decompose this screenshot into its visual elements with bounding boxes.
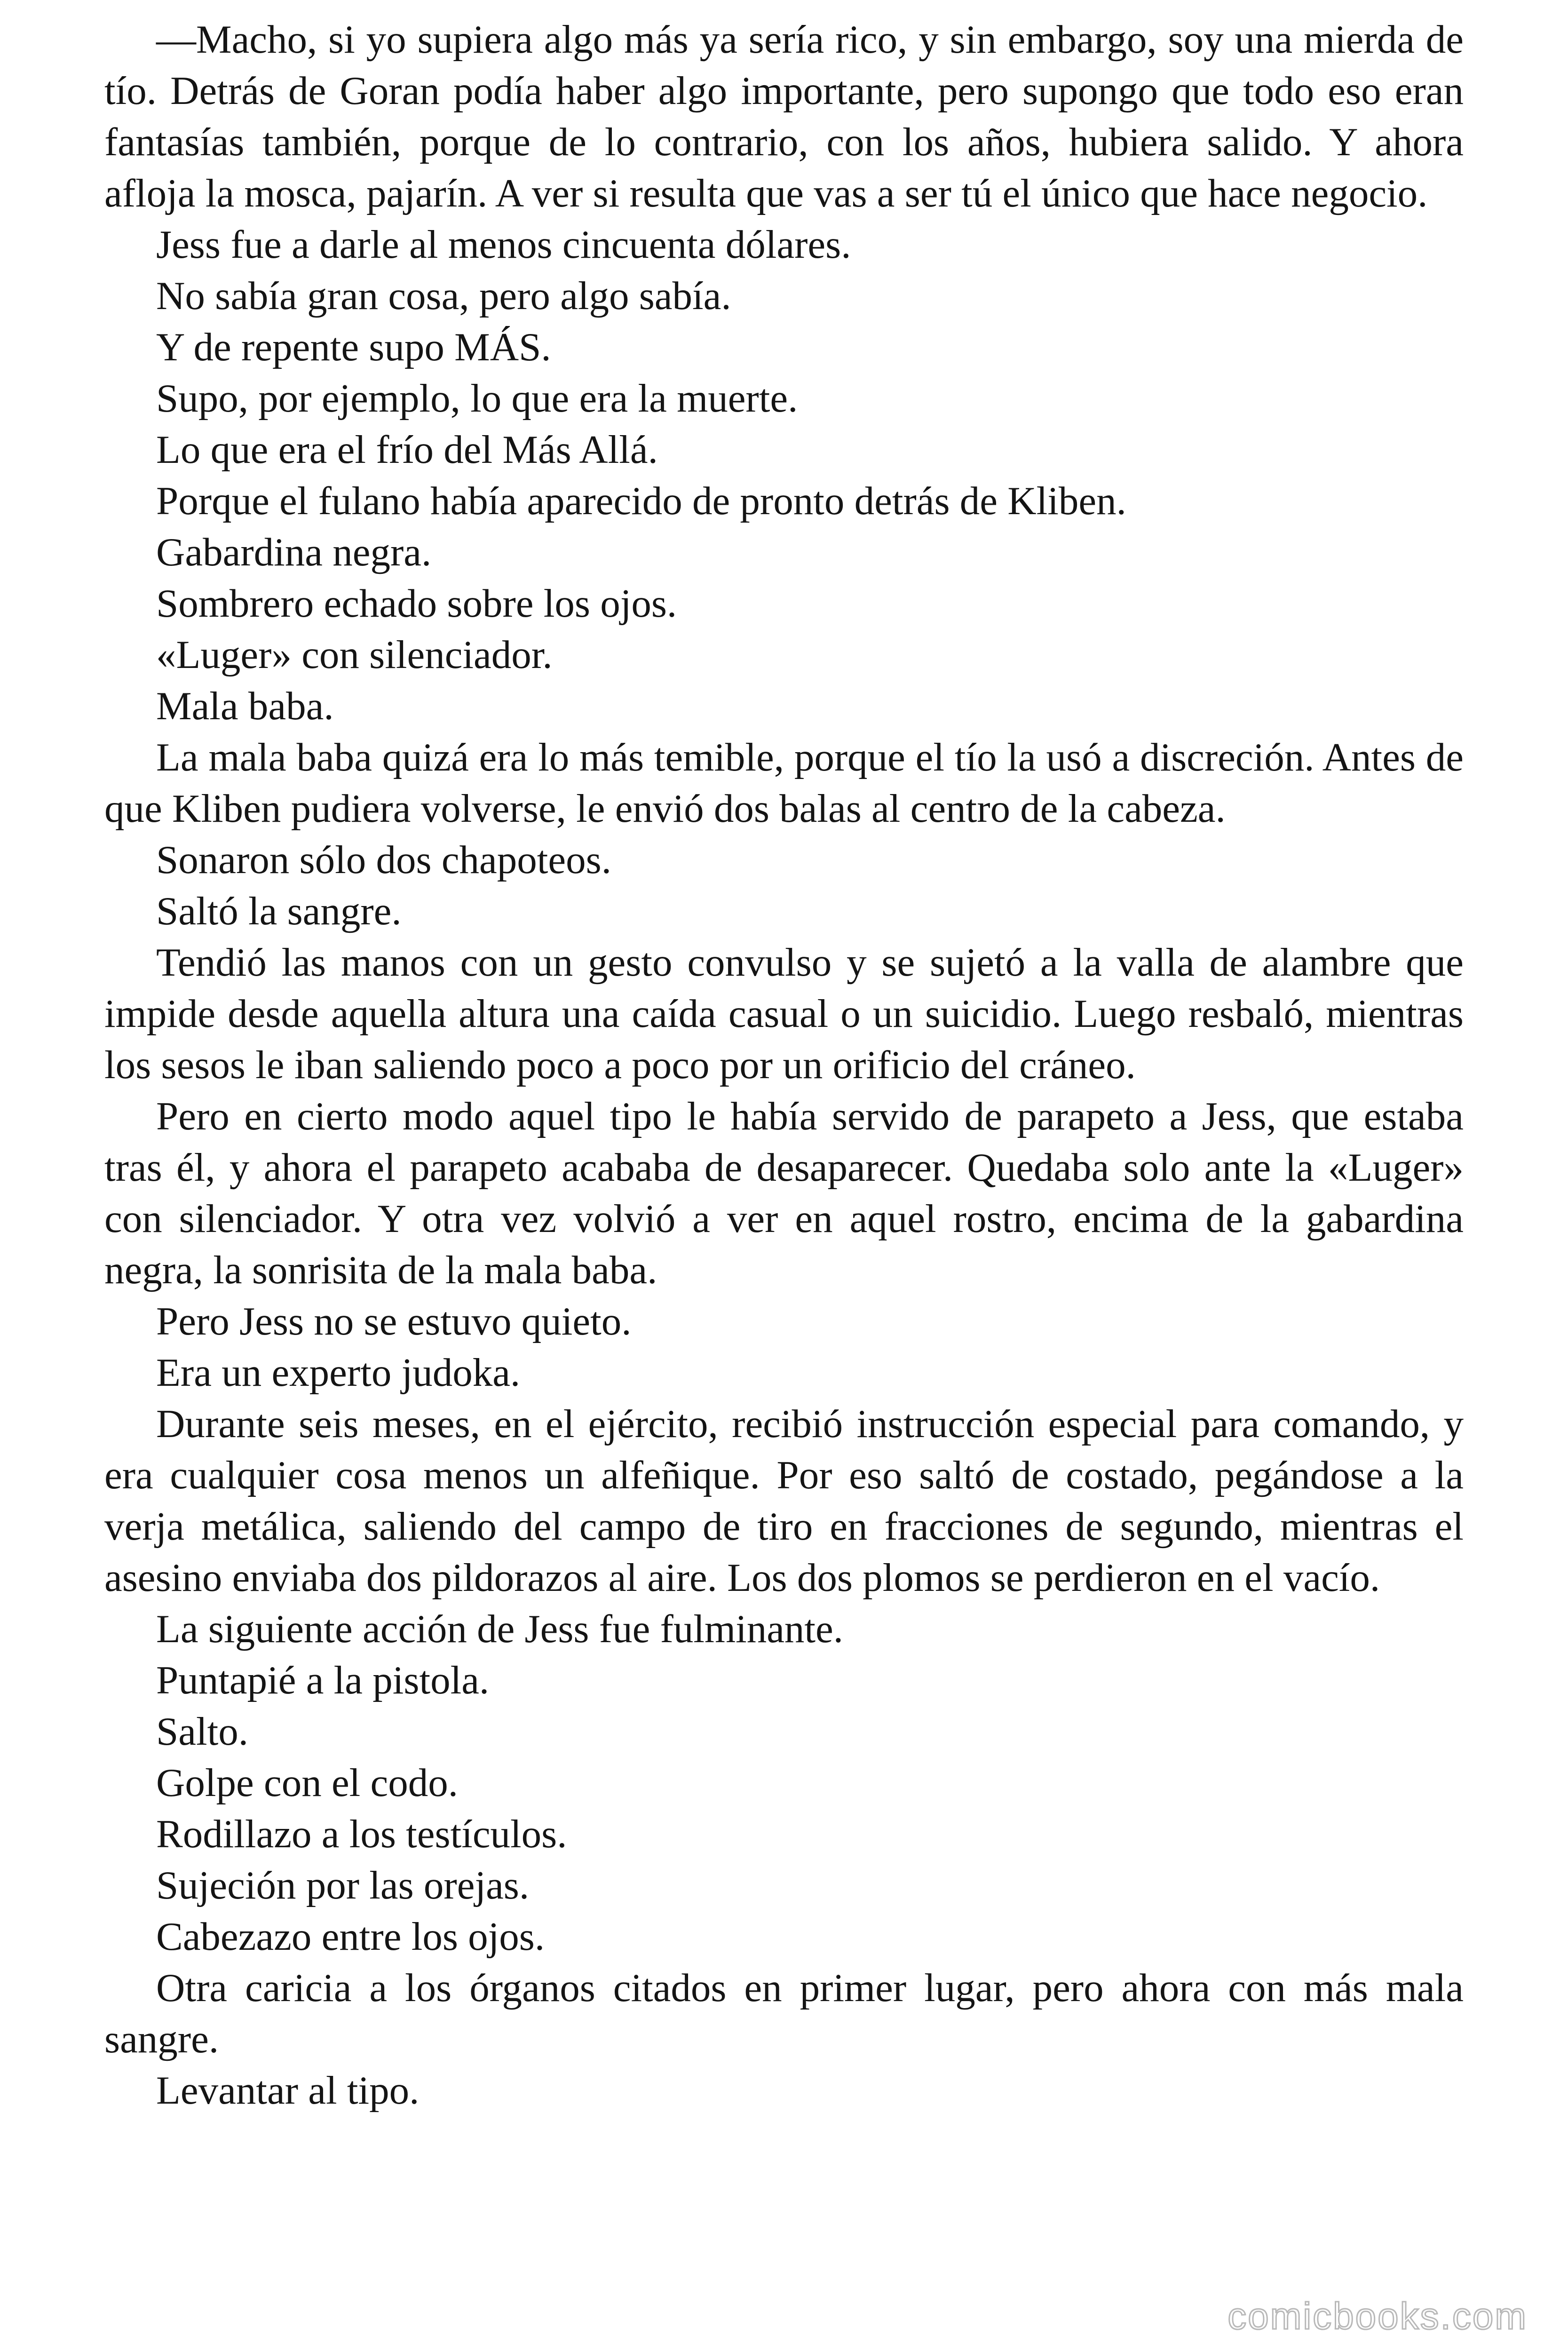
paragraph: Cabezazo entre los ojos. bbox=[156, 1915, 545, 1959]
paragraph: Durante seis meses, en el ejército, recibió instrucción especial para comando, y era cualquier cosa menos un alfeñique. Por eso saltó de costado, pegándose a la verja metálica, saliendo del campo de tiro en fracciones de segundo, mientras el asesino enviaba dos pildorazos al aire. Los dos plomos se perdieron en el vacío. bbox=[104, 1402, 1464, 1600]
paragraph: Gabardina negra. bbox=[156, 530, 432, 574]
paragraph: Saltó la sangre. bbox=[156, 889, 402, 933]
paragraph: Y de repente supo MÁS. bbox=[156, 325, 551, 369]
paragraph: Mala baba. bbox=[156, 684, 334, 728]
paragraph: Lo que era el frío del Más Allá. bbox=[156, 428, 658, 472]
paragraph: Puntapié a la pistola. bbox=[156, 1658, 490, 1702]
paragraph: «Luger» con silenciador. bbox=[156, 633, 553, 677]
watermark-text: comicbooks.com bbox=[1227, 2295, 1528, 2337]
paragraph: Supo, por ejemplo, lo que era la muerte. bbox=[156, 376, 798, 421]
paragraph: La siguiente acción de Jess fue fulminante. bbox=[156, 1607, 844, 1651]
paragraph: Sonaron sólo dos chapoteos. bbox=[156, 838, 611, 882]
paragraph: —Macho, si yo supiera algo más ya sería rico, y sin embargo, soy una mierda de tío. Detrás de Goran podía haber algo importante, pero supongo que todo eso eran fantasías también, porque de lo contrario, con los años, hubiera salido. Y ahora afloja la mosca, pajarín. A ver si resulta que vas a ser tú el único que hace negocio. bbox=[104, 17, 1464, 215]
paragraph: Jess fue a darle al menos cincuenta dólares. bbox=[156, 222, 851, 267]
paragraph: Levantar al tipo. bbox=[156, 2068, 420, 2113]
paragraph: Salto. bbox=[156, 1709, 248, 1754]
paragraph: Tendió las manos con un gesto convulso y se sujetó a la valla de alambre que impide desde aquella altura una caída casual o un suicidio. Luego resbaló, mientras los sesos le iban saliendo poco a poco por un orificio del cráneo. bbox=[104, 940, 1464, 1087]
paragraph: Era un experto judoka. bbox=[156, 1351, 521, 1395]
paragraph: Sombrero echado sobre los ojos. bbox=[156, 581, 677, 626]
paragraph: Rodillazo a los testículos. bbox=[156, 1812, 567, 1856]
body-text bbox=[104, 14, 1464, 2116]
paragraph: Sujeción por las orejas. bbox=[156, 1863, 530, 1907]
paragraph: Pero en cierto modo aquel tipo le había servido de parapeto a Jess, que estaba tras él, y ahora el parapeto acababa de desaparecer. Quedaba solo ante la «Luger» con silenciador. Y otra vez volvió a ver en aquel rostro, encima de la gabardina negra, la sonrisita de la mala baba. bbox=[104, 1094, 1464, 1292]
paragraph: Porque el fulano había aparecido de pronto detrás de Kliben. bbox=[156, 479, 1126, 523]
paragraph: Pero Jess no se estuvo quieto. bbox=[156, 1299, 632, 1343]
paragraph: Golpe con el codo. bbox=[156, 1761, 459, 1805]
paragraph: La mala baba quizá era lo más temible, porque el tío la usó a discreción. Antes de que Kliben pudiera volverse, le envió dos balas al centro de la cabeza. bbox=[104, 735, 1464, 831]
paragraph: No sabía gran cosa, pero algo sabía. bbox=[156, 274, 731, 318]
paragraph: Otra caricia a los órganos citados en primer lugar, pero ahora con más mala sangre. bbox=[104, 1966, 1464, 2061]
